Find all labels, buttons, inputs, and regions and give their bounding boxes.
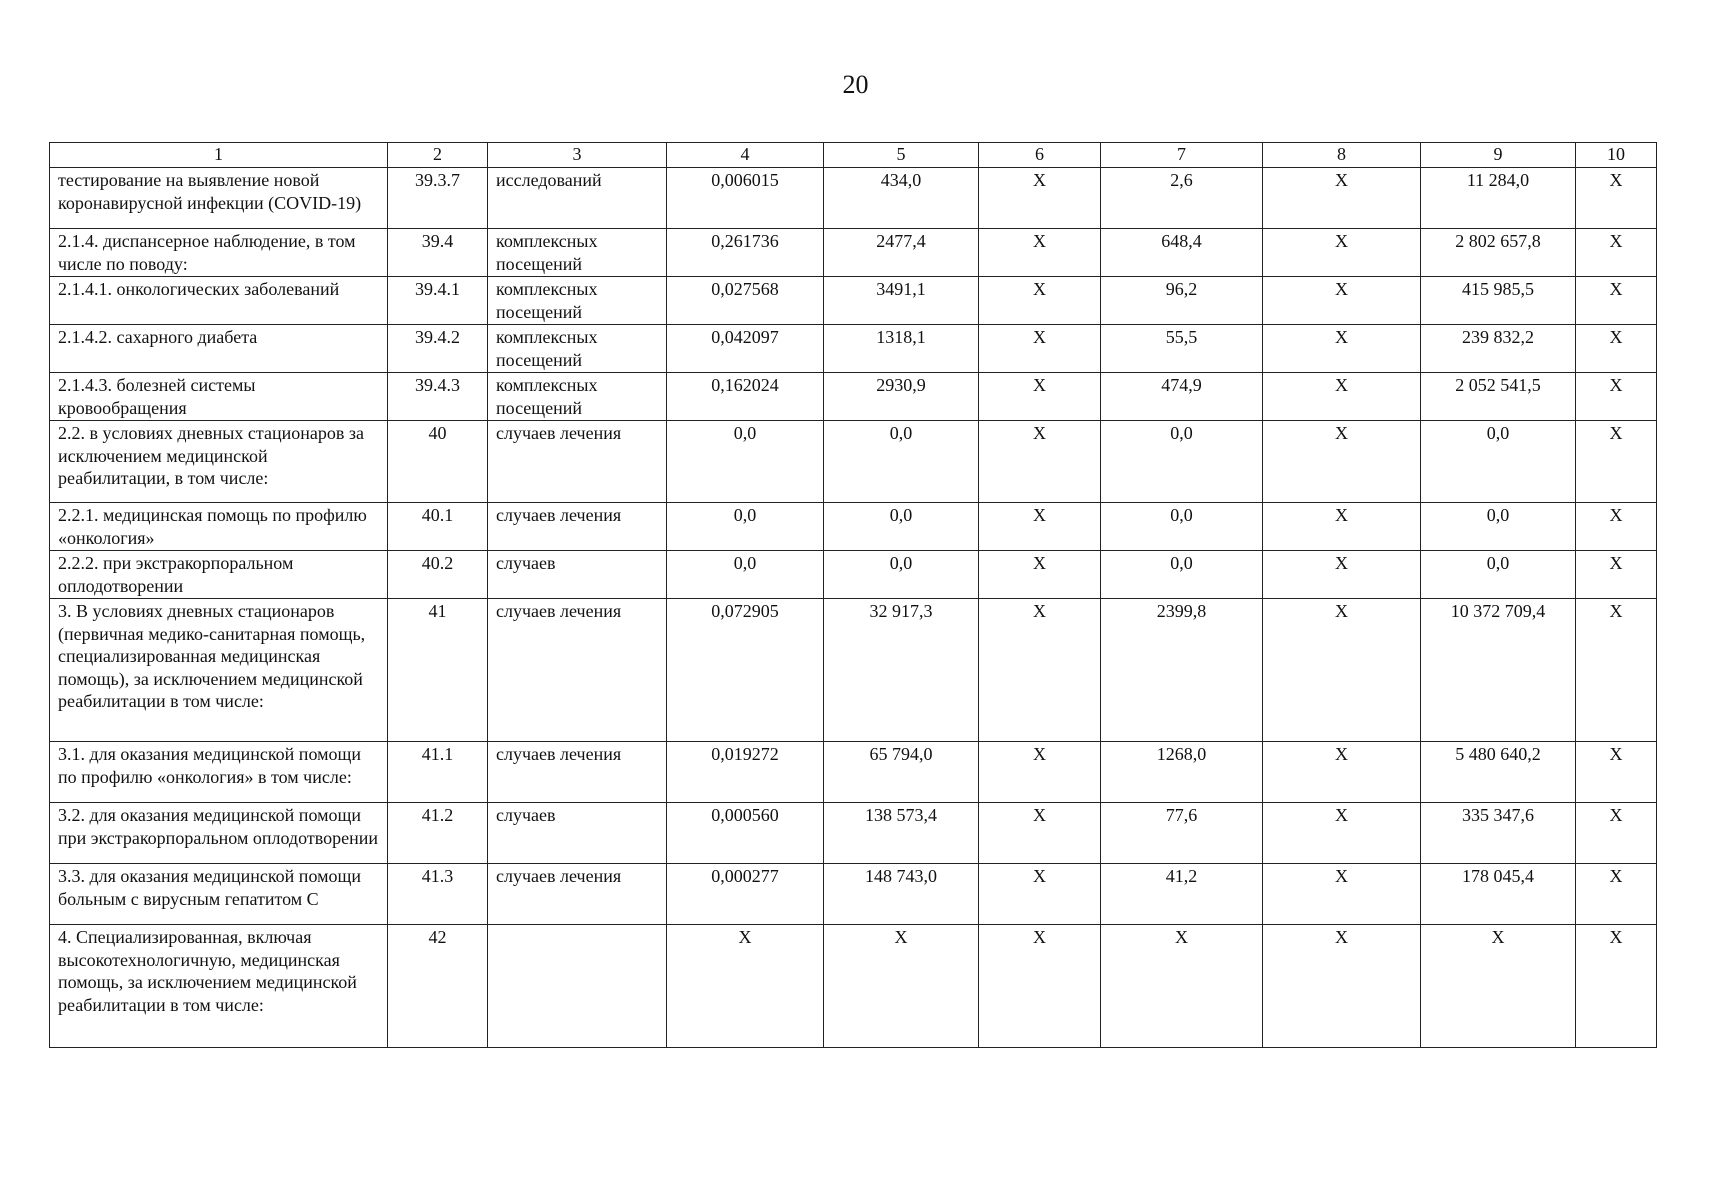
table-cell-col-2: 41.3 bbox=[388, 864, 488, 925]
table-cell-col-4: 0,000277 bbox=[667, 864, 824, 925]
table-cell-col-10: X bbox=[1576, 325, 1657, 373]
table-cell-col-4: 0,006015 bbox=[667, 168, 824, 229]
table-cell-col-8: X bbox=[1263, 168, 1421, 229]
table-cell-col-6: X bbox=[979, 325, 1101, 373]
table-cell-col-2: 39.3.7 bbox=[388, 168, 488, 229]
table-row bbox=[50, 503, 1657, 551]
table-cell-col-9: 0,0 bbox=[1421, 503, 1576, 551]
table-row bbox=[50, 168, 1657, 229]
table-cell-col-8: X bbox=[1263, 229, 1421, 277]
table-cell-col-4: 0,000560 bbox=[667, 803, 824, 864]
table-cell-col-2: 41 bbox=[388, 599, 488, 742]
table-cell-col-6: X bbox=[979, 229, 1101, 277]
table-cell-col-3 bbox=[488, 925, 667, 1048]
table-cell-col-3: случаев лечения bbox=[488, 742, 667, 803]
table-cell-col-3: случаев лечения bbox=[488, 599, 667, 742]
table-cell-col-1: 2.2.2. при экстракорпоральном оплодотворении bbox=[50, 551, 388, 599]
column-header: 6 bbox=[979, 143, 1101, 168]
table-row bbox=[50, 373, 1657, 421]
table-cell-col-5: 65 794,0 bbox=[824, 742, 979, 803]
table-cell-col-10: X bbox=[1576, 421, 1657, 503]
table-cell-col-4: 0,0 bbox=[667, 551, 824, 599]
table-row bbox=[50, 325, 1657, 373]
table-cell-col-7: 96,2 bbox=[1101, 277, 1263, 325]
table-cell-col-2: 42 bbox=[388, 925, 488, 1048]
table-cell-col-1: 2.1.4.3. болезней системы кровообращения bbox=[50, 373, 388, 421]
table-cell-col-2: 39.4 bbox=[388, 229, 488, 277]
table-cell-col-6: X bbox=[979, 503, 1101, 551]
table-cell-col-7: 2399,8 bbox=[1101, 599, 1263, 742]
table-row bbox=[50, 551, 1657, 599]
table-cell-col-9: 2 052 541,5 bbox=[1421, 373, 1576, 421]
table-cell-col-5: 3491,1 bbox=[824, 277, 979, 325]
table-cell-col-1: 3.2. для оказания медицинской помощи при экстракорпоральном оплодотворении bbox=[50, 803, 388, 864]
table-cell-col-3: комплексных посещений bbox=[488, 373, 667, 421]
table-row bbox=[50, 742, 1657, 803]
table-cell-col-7: 0,0 bbox=[1101, 503, 1263, 551]
table-row bbox=[50, 277, 1657, 325]
table-cell-col-7: 0,0 bbox=[1101, 551, 1263, 599]
table-cell-col-9: 10 372 709,4 bbox=[1421, 599, 1576, 742]
column-header: 3 bbox=[488, 143, 667, 168]
table-cell-col-5: 434,0 bbox=[824, 168, 979, 229]
table-cell-col-8: X bbox=[1263, 925, 1421, 1048]
table-cell-col-7: 41,2 bbox=[1101, 864, 1263, 925]
table-row bbox=[50, 803, 1657, 864]
table-cell-col-3: случаев bbox=[488, 551, 667, 599]
table-cell-col-6: X bbox=[979, 551, 1101, 599]
table-cell-col-4: 0,0 bbox=[667, 421, 824, 503]
table-cell-col-5: 0,0 bbox=[824, 503, 979, 551]
table-cell-col-4: 0,162024 bbox=[667, 373, 824, 421]
table-cell-col-4: X bbox=[667, 925, 824, 1048]
table-cell-col-4: 0,042097 bbox=[667, 325, 824, 373]
table-cell-col-7: 0,0 bbox=[1101, 421, 1263, 503]
table-cell-col-4: 0,261736 bbox=[667, 229, 824, 277]
column-header: 2 bbox=[388, 143, 488, 168]
table-cell-col-6: X bbox=[979, 421, 1101, 503]
table-cell-col-6: X bbox=[979, 277, 1101, 325]
table-cell-col-9: 335 347,6 bbox=[1421, 803, 1576, 864]
table-cell-col-9: 0,0 bbox=[1421, 421, 1576, 503]
page-number: 20 bbox=[842, 70, 869, 99]
table-cell-col-9: 11 284,0 bbox=[1421, 168, 1576, 229]
table-cell-col-1: 3. В условиях дневных стационаров (первичная медико-санитарная помощь, специализированная медицинская помощь), за исключением медицинской реабилитации в том числе: bbox=[50, 599, 388, 742]
table-cell-col-2: 40 bbox=[388, 421, 488, 503]
table-cell-col-3: случаев лечения bbox=[488, 864, 667, 925]
table-cell-col-5: 2477,4 bbox=[824, 229, 979, 277]
table-cell-col-9: 2 802 657,8 bbox=[1421, 229, 1576, 277]
column-header: 5 bbox=[824, 143, 979, 168]
table-cell-col-8: X bbox=[1263, 599, 1421, 742]
table-cell-col-8: X bbox=[1263, 551, 1421, 599]
table-cell-col-3: исследований bbox=[488, 168, 667, 229]
table-cell-col-7: 1268,0 bbox=[1101, 742, 1263, 803]
table-cell-col-3: случаев лечения bbox=[488, 421, 667, 503]
table-cell-col-10: X bbox=[1576, 373, 1657, 421]
table-cell-col-2: 41.2 bbox=[388, 803, 488, 864]
table-cell-col-1: 2.1.4. диспансерное наблюдение, в том числе по поводу: bbox=[50, 229, 388, 277]
table-cell-col-8: X bbox=[1263, 503, 1421, 551]
table-row bbox=[50, 925, 1657, 1048]
table-cell-col-9: 415 985,5 bbox=[1421, 277, 1576, 325]
table-cell-col-4: 0,0 bbox=[667, 503, 824, 551]
table-cell-col-10: X bbox=[1576, 229, 1657, 277]
table-cell-col-10: X bbox=[1576, 277, 1657, 325]
table-cell-col-5: 0,0 bbox=[824, 421, 979, 503]
table-cell-col-1: 3.3. для оказания медицинской помощи больным с вирусным гепатитом С bbox=[50, 864, 388, 925]
table-cell-col-2: 39.4.2 bbox=[388, 325, 488, 373]
column-header: 9 bbox=[1421, 143, 1576, 168]
table-cell-col-8: X bbox=[1263, 803, 1421, 864]
table-cell-col-5: 0,0 bbox=[824, 551, 979, 599]
table-cell-col-6: X bbox=[979, 373, 1101, 421]
table-cell-col-9: 239 832,2 bbox=[1421, 325, 1576, 373]
table-cell-col-1: тестирование на выявление новой коронавирусной инфекции (COVID-19) bbox=[50, 168, 388, 229]
table-cell-col-1: 2.2. в условиях дневных стационаров за исключением медицинской реабилитации, в том числе: bbox=[50, 421, 388, 503]
table-cell-col-2: 40.1 bbox=[388, 503, 488, 551]
data-table bbox=[49, 142, 1657, 1048]
table-cell-col-6: X bbox=[979, 925, 1101, 1048]
table-cell-col-7: 648,4 bbox=[1101, 229, 1263, 277]
table-row bbox=[50, 421, 1657, 503]
column-header: 10 bbox=[1576, 143, 1657, 168]
table-cell-col-9: 5 480 640,2 bbox=[1421, 742, 1576, 803]
table-cell-col-1: 2.1.4.1. онкологических заболеваний bbox=[50, 277, 388, 325]
table-header-row bbox=[50, 143, 1657, 168]
table-cell-col-4: 0,027568 bbox=[667, 277, 824, 325]
table-cell-col-10: X bbox=[1576, 803, 1657, 864]
table-cell-col-8: X bbox=[1263, 277, 1421, 325]
table-cell-col-3: случаев лечения bbox=[488, 503, 667, 551]
table-cell-col-1: 2.1.4.2. сахарного диабета bbox=[50, 325, 388, 373]
table-cell-col-5: 2930,9 bbox=[824, 373, 979, 421]
table-cell-col-6: X bbox=[979, 803, 1101, 864]
table-cell-col-2: 39.4.1 bbox=[388, 277, 488, 325]
table-cell-col-10: X bbox=[1576, 864, 1657, 925]
column-header: 4 bbox=[667, 143, 824, 168]
table-cell-col-7: 474,9 bbox=[1101, 373, 1263, 421]
column-header: 1 bbox=[50, 143, 388, 168]
table-cell-col-2: 41.1 bbox=[388, 742, 488, 803]
table-cell-col-7: 77,6 bbox=[1101, 803, 1263, 864]
table-cell-col-5: 32 917,3 bbox=[824, 599, 979, 742]
table-row bbox=[50, 599, 1657, 742]
table-cell-col-8: X bbox=[1263, 742, 1421, 803]
table-cell-col-6: X bbox=[979, 742, 1101, 803]
table-cell-col-2: 39.4.3 bbox=[388, 373, 488, 421]
table-cell-col-6: X bbox=[979, 168, 1101, 229]
table-cell-col-3: случаев bbox=[488, 803, 667, 864]
table-cell-col-9: 0,0 bbox=[1421, 551, 1576, 599]
table-cell-col-3: комплексных посещений bbox=[488, 325, 667, 373]
column-header: 7 bbox=[1101, 143, 1263, 168]
table-cell-col-3: комплексных посещений bbox=[488, 229, 667, 277]
table-cell-col-6: X bbox=[979, 599, 1101, 742]
table-cell-col-9: 178 045,4 bbox=[1421, 864, 1576, 925]
table-cell-col-10: X bbox=[1576, 742, 1657, 803]
table-cell-col-9: X bbox=[1421, 925, 1576, 1048]
table-cell-col-5: 148 743,0 bbox=[824, 864, 979, 925]
table-cell-col-1: 2.2.1. медицинская помощь по профилю «онкология» bbox=[50, 503, 388, 551]
table-cell-col-1: 4. Специализированная, включая высокотехнологичную, медицинская помощь, за исключением медицинской реабилитации в том числе: bbox=[50, 925, 388, 1048]
table-cell-col-4: 0,019272 bbox=[667, 742, 824, 803]
table-cell-col-8: X bbox=[1263, 325, 1421, 373]
table-cell-col-5: X bbox=[824, 925, 979, 1048]
table-cell-col-10: X bbox=[1576, 551, 1657, 599]
table-cell-col-7: 2,6 bbox=[1101, 168, 1263, 229]
table-cell-col-10: X bbox=[1576, 503, 1657, 551]
table-cell-col-2: 40.2 bbox=[388, 551, 488, 599]
table-cell-col-6: X bbox=[979, 864, 1101, 925]
table-cell-col-3: комплексных посещений bbox=[488, 277, 667, 325]
table-cell-col-10: X bbox=[1576, 925, 1657, 1048]
table-row bbox=[50, 864, 1657, 925]
table-cell-col-10: X bbox=[1576, 599, 1657, 742]
table-cell-col-7: X bbox=[1101, 925, 1263, 1048]
column-header: 8 bbox=[1263, 143, 1421, 168]
table-cell-col-5: 138 573,4 bbox=[824, 803, 979, 864]
table-cell-col-4: 0,072905 bbox=[667, 599, 824, 742]
table-cell-col-8: X bbox=[1263, 421, 1421, 503]
table-cell-col-1: 3.1. для оказания медицинской помощи по профилю «онкология» в том числе: bbox=[50, 742, 388, 803]
table-cell-col-8: X bbox=[1263, 864, 1421, 925]
table-cell-col-7: 55,5 bbox=[1101, 325, 1263, 373]
table-row bbox=[50, 229, 1657, 277]
table-cell-col-5: 1318,1 bbox=[824, 325, 979, 373]
table-cell-col-10: X bbox=[1576, 168, 1657, 229]
table-cell-col-8: X bbox=[1263, 373, 1421, 421]
